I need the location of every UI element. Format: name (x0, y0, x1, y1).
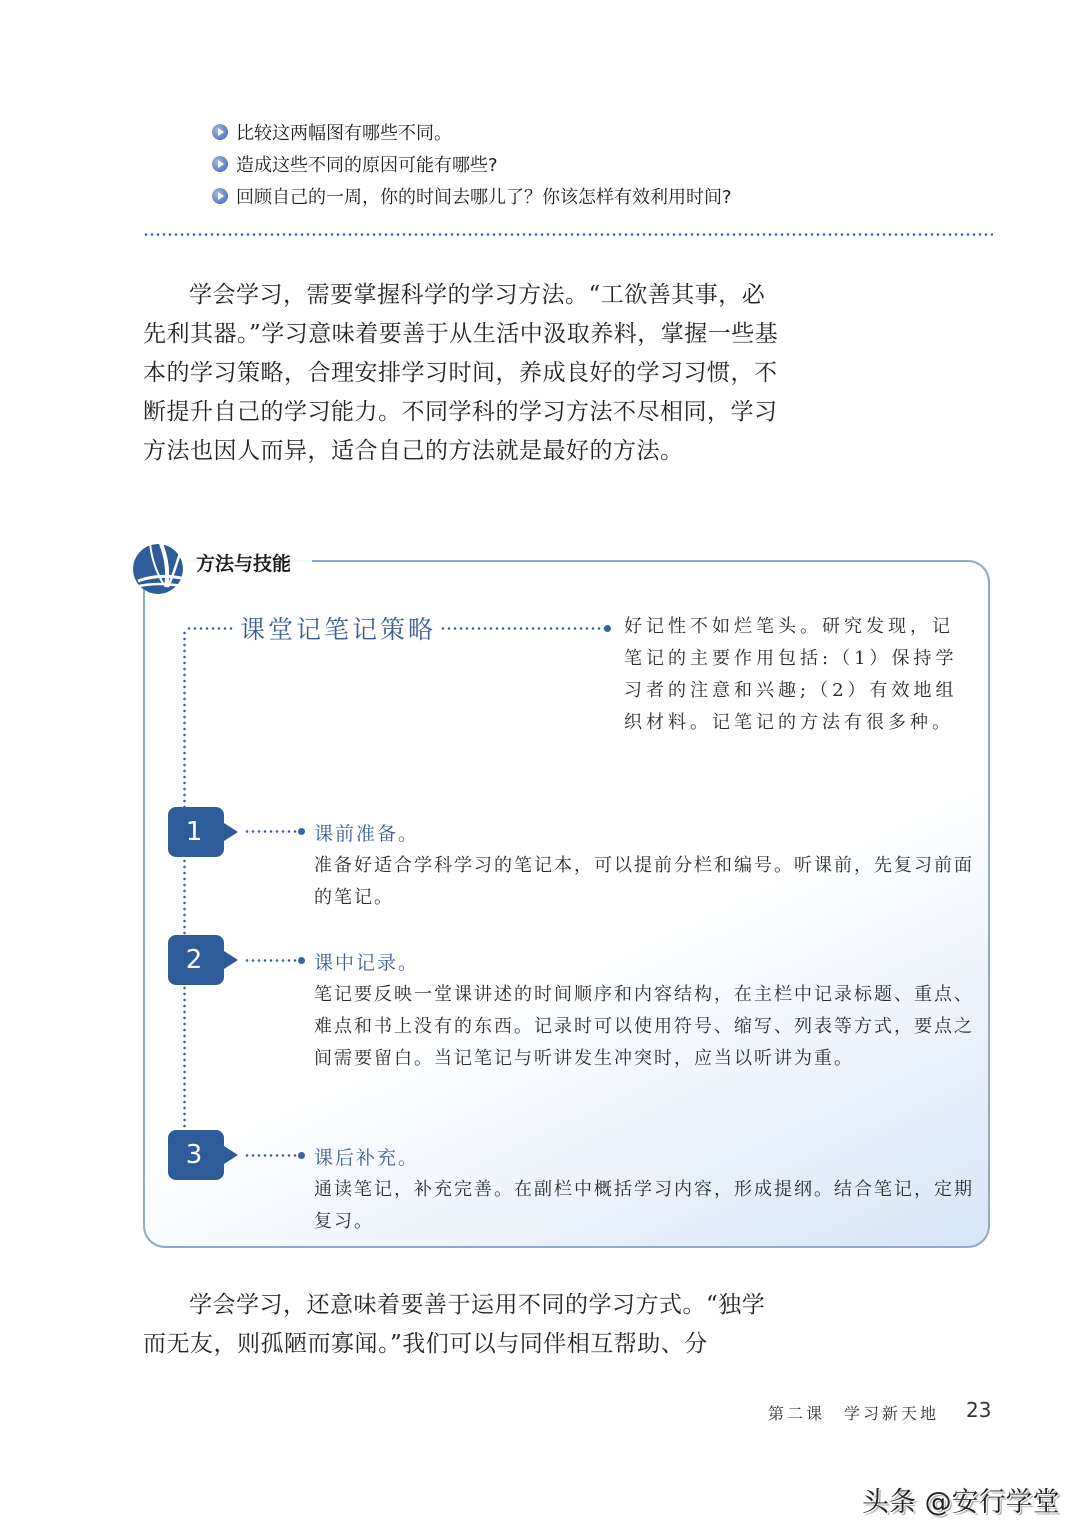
box-left-border (143, 600, 145, 1210)
section-label: 方法与技能 (196, 553, 292, 575)
question-item (212, 183, 732, 209)
step-badge-2 (168, 935, 224, 985)
dotted-vertical-line (183, 858, 186, 938)
arrow-bullet-icon (212, 188, 228, 204)
paragraph-text: 学会学习，还意味着要善于运用不同的学习方式。“独学而无友，则孤陋而寡闻。”我们可以与同伴相互帮助、分 (143, 1292, 766, 1357)
question-text: 回顾自己的一周，你的时间去哪儿了？你该怎样有效利用时间? (236, 187, 732, 208)
step-body: 笔记要反映一堂课讲述的时间顺序和内容结构，在主栏中记录标题、重点、难点和书上没有的东西。记录时可以使用符号、缩写、列表等方式，要点之间需要留白。当记笔记与听讲发生冲突时，应当以听讲为重。 (314, 984, 974, 1069)
arrow-bullet-icon (212, 124, 228, 140)
intro-text: 好记性不如烂笔头。研究发现，记笔记的主要作用包括:（1）保持学习者的注意和兴趣;（2）有效地组织材料。记笔记的方法有很多种。 (624, 616, 958, 733)
question-item (212, 119, 452, 145)
dotted-connector (440, 627, 606, 630)
chapter-footer: 第二课 学习新天地 (768, 1404, 940, 1423)
dotted-connector (244, 959, 300, 962)
dotted-connector (244, 1154, 300, 1157)
step-title: 课后补充。 (314, 1147, 420, 1169)
methods-skills-logo-icon (130, 543, 186, 595)
connector-dot (298, 828, 305, 835)
dotted-connector (186, 627, 234, 630)
box-top-border (312, 560, 967, 562)
connector-dot (298, 1152, 305, 1159)
step-title: 课中记录。 (314, 952, 420, 974)
step-badge-1 (168, 807, 224, 857)
dotted-vertical-line (183, 985, 186, 1130)
step-number: 2 (185, 945, 203, 975)
question-item (212, 151, 498, 177)
connector-dot (298, 957, 305, 964)
connector-dot (604, 625, 611, 632)
step-number: 3 (185, 1140, 203, 1170)
page-number: 23 (966, 1398, 992, 1422)
step-body: 准备好适合学科学习的笔记本，可以提前分栏和编号。听课前，先复习前面的笔记。 (314, 855, 974, 908)
step-number: 1 (185, 817, 203, 847)
strategy-title: 课堂记笔记策略 (240, 615, 437, 644)
dotted-divider (143, 233, 993, 236)
dotted-vertical-line (183, 630, 186, 810)
dotted-connector (244, 830, 300, 833)
body-paragraph (143, 1286, 783, 1364)
watermark: 头条 @安行学堂 (862, 1487, 1060, 1518)
paragraph-text: 学会学习，需要掌握科学的学习方法。“工欲善其事，必先利其器。”学习意味着要善于从生活中汲取养料，掌握一些基本的学习策略，合理安排学习时间，养成良好的学习习惯，不断提升自己的学习能力。不同学科的学习方法不尽相同，学习方法也因人而异，适合自己的方法就是最好的方法。 (143, 282, 779, 464)
box-corner (945, 560, 990, 605)
body-paragraph (143, 276, 783, 471)
step-badge-3 (168, 1130, 224, 1180)
step-title: 课前准备。 (314, 823, 420, 845)
question-text: 比较这两幅图有哪些不同。 (236, 123, 452, 144)
step-body: 通读笔记，补充完善。在副栏中概括学习内容，形成提纲。结合笔记，定期复习。 (314, 1179, 974, 1232)
question-text: 造成这些不同的原因可能有哪些? (236, 155, 498, 176)
arrow-bullet-icon (212, 156, 228, 172)
